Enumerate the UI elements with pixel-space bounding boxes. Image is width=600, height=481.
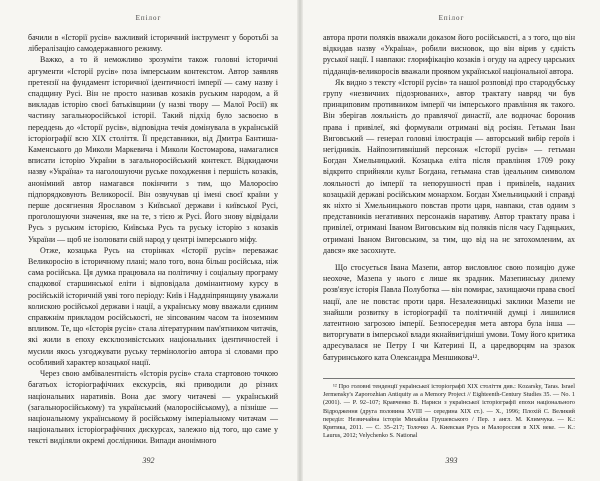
paragraph: Що стосується Івана Мазепи, автор висловлює свою позицію дуже неохоче, Мазепа у нього є лише як зрадник. Мазепинську дилему розв'язує історія Павла Полуботка — він помирає, захищаючи права своєї нації, але не повстає проти царя. Незалежницькі заклики Мазепи не знайшли розвитку в історіографії та політичній думці і лишилися латентною загрозою імперії. Безпосередня мета автора була інша — виторгувати в імперської влади якнайвигідніші умови. Тому його критика адресувалася не Петру I чи Катерині II, а царедворцям на зразок батуринського ката Олександра Меншикова¹². (323, 263, 575, 362)
paragraph: Отже, козацька Русь на сторінках «Історії русів» переважає Великоросію в історичному плані; мало того, вона більш російська, ніж сама російська. Ця думка працювала на політичну і соціальну програму спадкової старшинської еліти і відповідала домінантному курсу в російській історичній уяві того періоду: Київ і Наддніпрянщину уважали колискою російської держави і нації, а українську мову вважали єдиним справжнім прикладом російськості, не зіпсованим часом та іноземним впливом. Те, що «Історія русів» стала літературним пам'ятником читачів, які жили в епоху ексклюзивістських національних ідентичностей і мусили якось узгоджувати руську термінологію автора зі словами про особливий характер козацької нації. (28, 245, 278, 367)
paragraph: Як видно з тексту «Історії русів» та нашої розповіді про стародубську групу «незвичних підозрюваних», автор трактату навряд чи був принциповим противником імперії чи імперського правління як такого. Він зберігав лояльність до правлячої династії, але водночас боронив права і привілеї, які формували отримані від росіян. Гетьман Іван Виговський — генерал головні ілюстрація — авторський вибір героїв і негідників. Найпозитивніший персонаж «Історії русів» — гетьман Богдан Хмельницький. Козацька еліта після правління 1709 року відкрито сприйняли культ Богдана, гетьмана став ідеальним символом лояльності до імперії та непорушності прав і привілеїв, наданих козацькій державі російським монархом. Богдан Хмельницький і справді як ніхто зі Хмельницького повстав проти царя, навпаки, став одним з представників негативних персонажів наративу. Автор трактату права і привілеї, отримані Іваном Виговським від поляків після часу Гадяцьких, отримані Іваном Виговським, за тим, що від на нє затохомленим, ах дався» яке засохнуте. (323, 77, 575, 255)
right-text-block (323, 32, 575, 363)
footnote (323, 378, 575, 440)
paragraph: Через свою амбівалентність «Історія русів» стала стартовою точкою багатьох історіографічних екскурсів, які приводили до різних національних наративів. Вона дає змогу читачеві — український (загальноросійському) та український (малоросійському), а пізніше — національному українському й російському імперіальному читачам — національних історіографічних дискурсах, залежно від того, що саме у тексті виділяли окремі дослідники. Випади анонімного (28, 369, 278, 446)
paragraph: автора проти поляків вважали доказом його російськості, а з того, що він відкидав назву «Україна», робили висновок, що він вірив у єдність руської нації. І навпаки: глорифікацію козаків і огуду на адресу царських підданців-великоросів вважали проявом української національної автора. (323, 33, 575, 76)
running-head-left: Епілог (135, 14, 162, 22)
running-head-right: Епілог (438, 14, 465, 22)
paragraph: бачили в «Історії русів» важливий історичний інструмент у боротьбі за лібералізацію самодержавного режиму. (28, 33, 278, 54)
page-number-right: 393 (445, 456, 458, 465)
left-text-block (28, 32, 278, 447)
page-number-left: 392 (142, 456, 155, 465)
footnote-text: ¹² Про головні тенденції української історіографії XIX століття див.: Kozarsky, Taras. Israel Jermensky's Zaporozhian Antiquity as a Memory Project // Eighteenth-Century Studies 35. — No. 1 (2001). — P. 92–107; Кравченко В. Нариси з української історіографії епохи національного Відродження (друга половина XVIII — середина XIX ст.). — Х., 1996; Плохій С. Великий переділ: Незвичайна історія Михайла Грушевського / Пер. з англ. М. Климчука. — К.: Критика, 2011. — С. 35–217; Толочко А. Киевская Русь и Малороссия в XIX веке. — К.: Laurus, 2012; Velychenko S. National (323, 383, 575, 440)
left-page (0, 0, 297, 481)
paragraph: Важко, а то й неможливо зрозуміти також головні історичні аргументи «Історії русів» поза імперським контекстом. Автор заявляв претензії на фундамент історичної ідентичності імперії — саму назву і спадщину Русі. Він не просто називав козаків руським народом, а й викладав історію своєї батьківщини (у назві твору — Малої Росії) як частину загальноросійської історії. Такий підхід було засвоєно в переддень до «Історії русів», відповідна течія домінувала в українській історіографії всю XIX століття. Її представники, від Дмитра Бантиша-Каменського до Миколи Маркевича і Миколи Костомарова, намагалися вписати історію України в загальноросійський контекст. Відкидаючи назву «Україна» та наголошуючи руське походження і першість козаків, анонімний автор намагався покінчити з тим, що Малоросію підпорядковують Великоросії. Він озвучував ці імені своєї країни у перше досягнення Ярославом з Київської держави і київської Русі, проголошуючи значення, яке на те, з тією ж Русі. Його знову відвідали Русь з руським історією, Київська Русь та руську історію з козаків України — щоб не ізолювати свій народ у центрі імперського міфу. (28, 55, 278, 244)
right-page (303, 0, 600, 481)
